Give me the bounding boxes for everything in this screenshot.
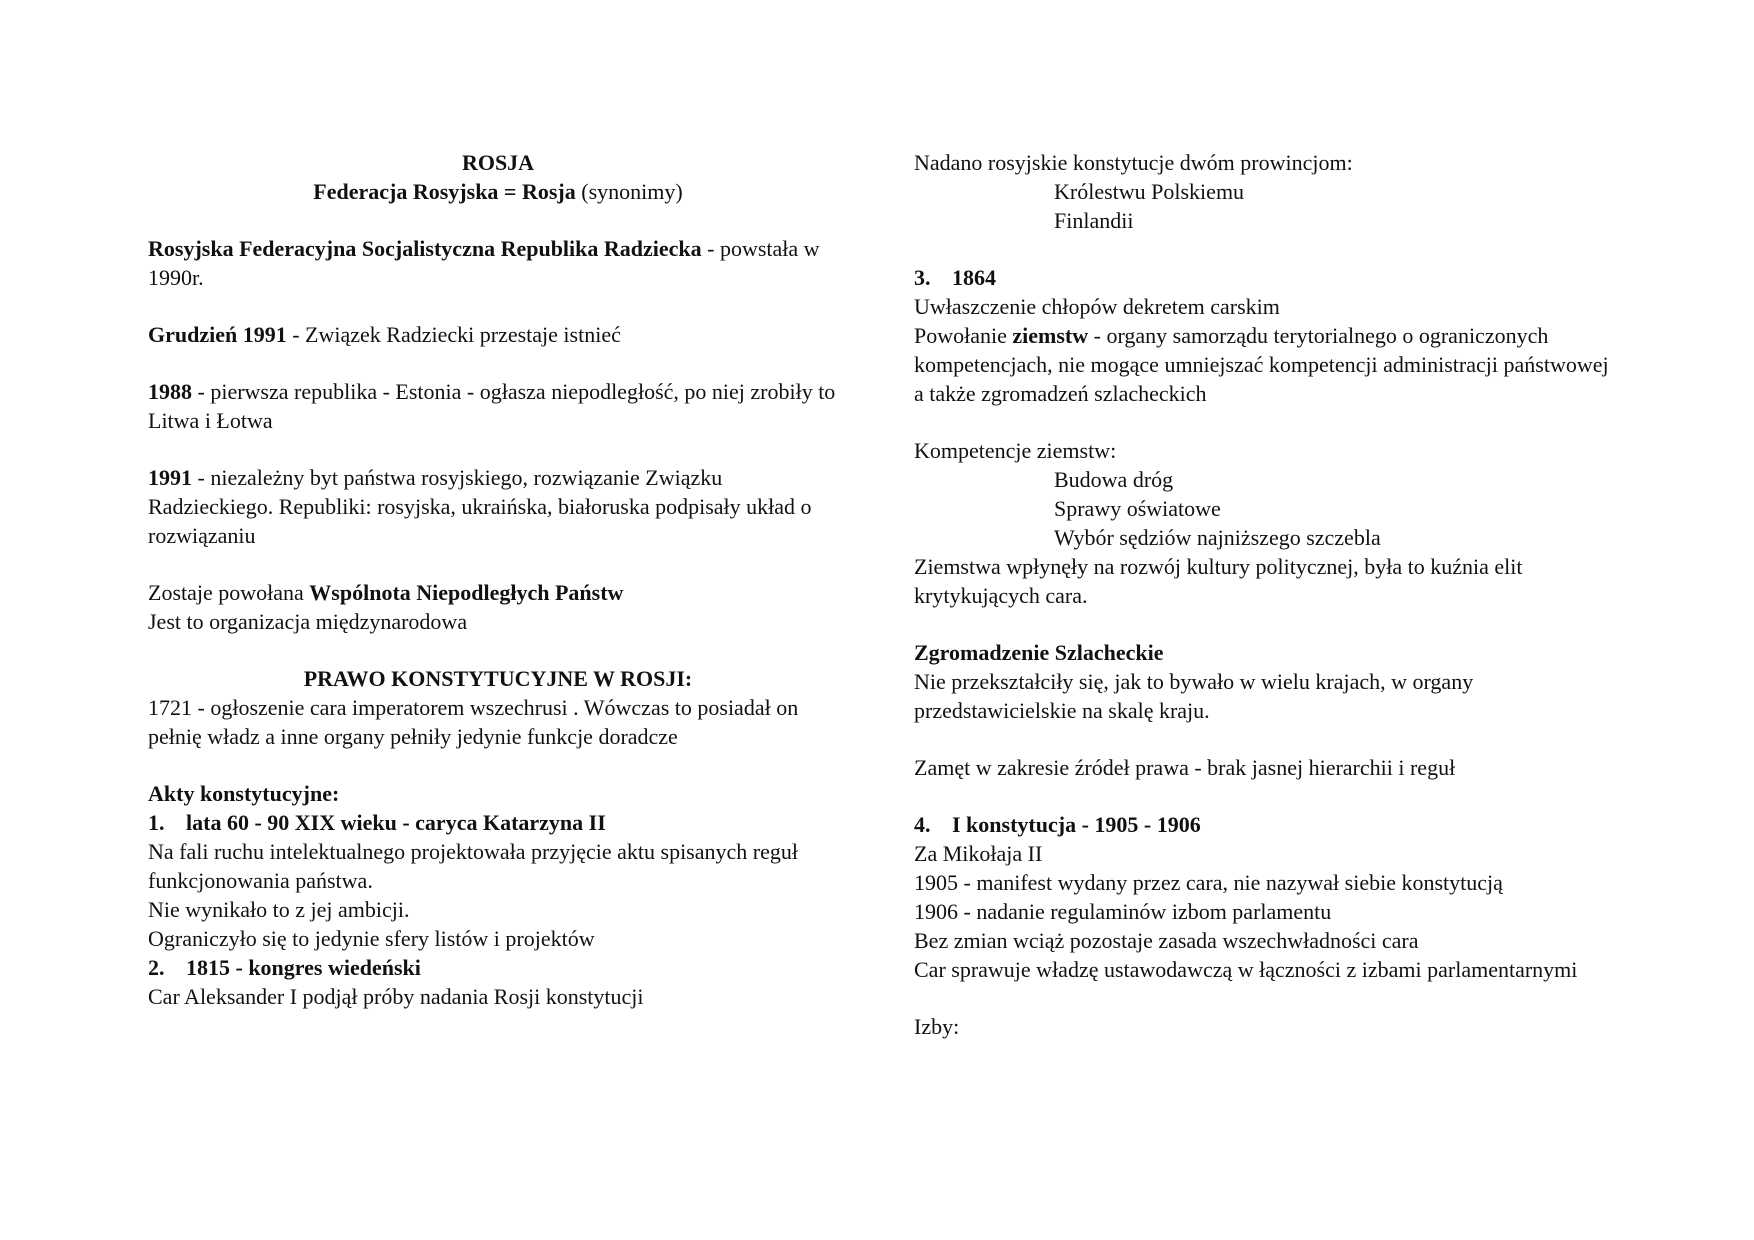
competences-list: [914, 465, 1614, 552]
item-4-line: Car sprawuje władzę ustawodawczą w łączności z izbami parlamentarnymi: [914, 957, 1578, 982]
item-4-line: Bez zmian wciąż pozostaje zasada wszechwładności cara: [914, 928, 1419, 953]
item-1-line: Na fali ruchu intelektualnego projektowała przyjęcie aktu spisanych reguł funkcjonowania państwa.: [148, 839, 798, 893]
provinces-intro: Nadano rosyjskie konstytucje dwóm prowincjom:: [914, 150, 1353, 175]
list-item: Wybór sędziów najniższego szczebla: [1054, 525, 1381, 550]
provinces-list: [914, 177, 1614, 235]
document-title: ROSJA: [461, 150, 535, 175]
szlachta-text: Nie przekształciły się, jak to bywało w wielu krajach, w organy przedstawicielskie na skalę kraju.: [914, 669, 1474, 723]
item-3-ziemstwa: Powołanie ziemstw - organy samorządu terytorialnego o ograniczonych kompetencjach, nie mogące umniejszać kompetencji administracji państwowej a także zgromadzeń szlacheckich: [914, 323, 1609, 406]
item-2-line: Car Aleksander I podjął próby nadania Rosji konstytucji: [148, 984, 644, 1009]
paragraph-1991: 1991 - niezależny byt państwa rosyjskiego, rozwiązanie Związku Radzieckiego. Republiki: rosyjska, ukraińska, białoruska podpisały układ o rozwiązaniu: [148, 465, 812, 548]
izby-label: Izby:: [914, 1014, 960, 1039]
paragraph-rsfsr: Rosyjska Federacyjna Socjalistyczna Republika Radziecka - powstała w 1990r.: [148, 236, 820, 290]
ziemstwa-note: Ziemstwa wpłynęły na rozwój kultury politycznej, była to kuźnia elit krytykujących cara.: [914, 554, 1523, 608]
list-item: Budowa dróg: [1054, 467, 1174, 492]
acts-heading: Akty konstytucyjne:: [148, 781, 340, 806]
item-4-line: Za Mikołaja II: [914, 841, 1043, 866]
list-item: Finlandii: [1054, 208, 1134, 233]
paragraph-1721: 1721 - ogłoszenie cara imperatorem wszechrusi . Wówczas to posiadał on pełnię władz a inne organy pełniły jedynie funkcje doradcze: [148, 695, 799, 749]
list-item: Królestwu Polskiemu: [1054, 179, 1245, 204]
paragraph-1988: 1988 - pierwsza republika - Estonia - ogłasza niepodległość, po niej zrobiły to Litwa i Łotwa: [148, 379, 836, 433]
item-3-line: Uwłaszczenie chłopów dekretem carskim: [914, 294, 1280, 319]
item-1-line: Nie wynikało to z jej ambicji.: [148, 897, 410, 922]
right-column: [914, 148, 1614, 1041]
paragraph-wnp-line2: Jest to organizacja międzynarodowa: [148, 609, 468, 634]
zamet-paragraph: Zamęt w zakresie źródeł prawa - brak jasnej hierarchii i reguł: [914, 755, 1456, 780]
competences-heading: Kompetencje ziemstw:: [914, 438, 1117, 463]
szlachta-heading: Zgromadzenie Szlacheckie: [914, 640, 1164, 665]
item-1-line: Ograniczyło się to jedynie sfery listów i projektów: [148, 926, 595, 951]
left-column: [148, 148, 848, 1011]
item-1-title: 1. lata 60 - 90 XIX wieku - caryca Katarzyna II: [148, 810, 606, 835]
item-4-title: 4. I konstytucja - 1905 - 1906: [914, 812, 1201, 837]
paragraph-wnp: Zostaje powołana Wspólnota Niepodległych Państw: [148, 580, 624, 605]
item-4-line: 1905 - manifest wydany przez cara, nie nazywał siebie konstytucją: [914, 870, 1503, 895]
list-item: Sprawy oświatowe: [1054, 496, 1221, 521]
item-2-title: 2. 1815 - kongres wiedeński: [148, 955, 421, 980]
paragraph-grudzien-1991: Grudzień 1991 - Związek Radziecki przestaje istnieć: [148, 322, 621, 347]
item-4-line: 1906 - nadanie regulaminów izbom parlamentu: [914, 899, 1332, 924]
section-heading-prawo: PRAWO KONSTYTUCYJNE W ROSJI:: [303, 666, 693, 691]
item-3-title: 3. 1864: [914, 265, 996, 290]
document-subtitle: Federacja Rosyjska = Rosja (synonimy): [313, 179, 683, 204]
